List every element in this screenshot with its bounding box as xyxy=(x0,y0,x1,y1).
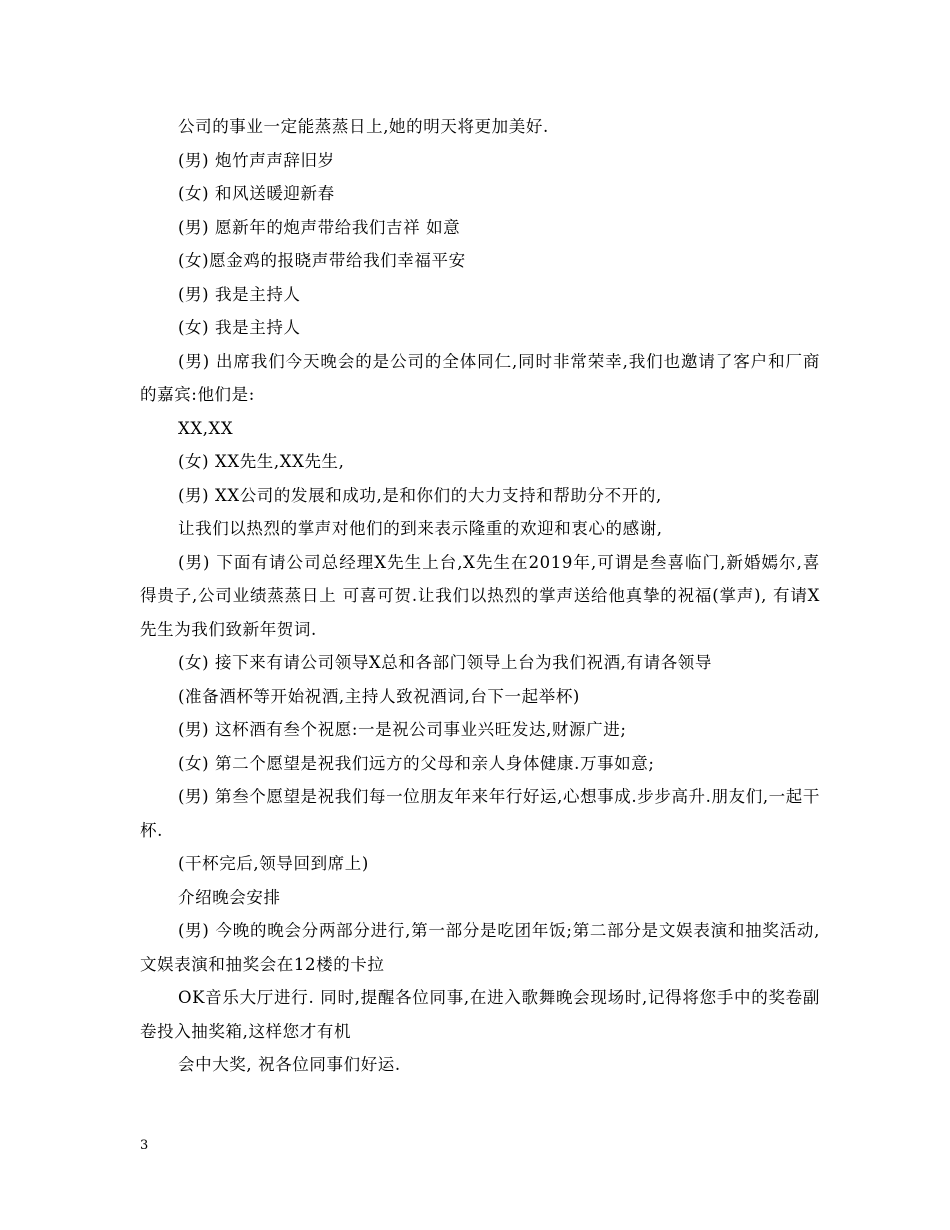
paragraph: (男) 今晚的晚会分两部分进行,第一部分是吃团年饭;第二部分是文娱表演和抽奖活动,文娱表演和抽奖会在12楼的卡拉 xyxy=(140,921,820,974)
paragraph: (男) 愿新年的炮声带给我们吉祥 如意 xyxy=(178,217,461,237)
paragraph: 会中大奖, 祝各位同事们好运. xyxy=(178,1055,401,1074)
paragraph: (女) 和风送暖迎新春 xyxy=(178,184,335,203)
paragraph: (男) 我是主持人 xyxy=(178,284,301,304)
document-body xyxy=(140,110,820,1082)
paragraph: XX,XX xyxy=(178,418,234,438)
paragraph: (男) XX公司的发展和成功,是和你们的大力支持和帮助分不开的, xyxy=(178,485,662,505)
paragraph: (准备酒杯等开始祝酒,主持人致祝酒词,台下一起举杯) xyxy=(178,686,580,706)
paragraph: (干杯完后,领导回到席上) xyxy=(178,854,369,873)
paragraph: (男) 炮竹声声辞旧岁 xyxy=(178,150,335,170)
paragraph: (男) 出席我们今天晚会的是公司的全体同仁,同时非常荣幸,我们也邀请了客户和厂商的嘉宾:他们是: xyxy=(140,351,820,404)
page-number: 3 xyxy=(140,1138,149,1153)
paragraph: (女) 我是主持人 xyxy=(178,318,301,337)
paragraph: (女) 接下来有请公司领导X总和各部门领导上台为我们祝酒,有请各领导 xyxy=(178,653,713,672)
paragraph: 让我们以热烈的掌声对他们的到来表示隆重的欢迎和衷心的感谢, xyxy=(178,519,663,538)
paragraph: (男) 这杯酒有叁个祝愿:一是祝公司事业兴旺发达,财源广进; xyxy=(178,720,627,739)
paragraph: OK音乐大厅进行. 同时,提醒各位同事,在进入歌舞晚会现场时,记得将您手中的奖卷副卷投入抽奖箱,这样您才有机 xyxy=(140,988,820,1041)
paragraph: (女) 第二个愿望是祝我们远方的父母和亲人身体健康.万事如意; xyxy=(178,753,655,773)
paragraph: (女)愿金鸡的报晓声带给我们幸福平安 xyxy=(178,251,466,270)
paragraph: (男) 下面有请公司总经理X先生上台,X先生在2019年,可谓是叁喜临门,新婚嫣尔,喜得贵子,公司业绩蒸蒸日上 可喜可贺.让我们以热烈的掌声送给他真挚的祝福(掌声), 有请X先生为我们致新年贺词. xyxy=(140,552,820,639)
paragraph: 介绍晚会安排 xyxy=(178,887,281,907)
paragraph: (女) XX先生,XX先生, xyxy=(178,452,345,471)
paragraph: 公司的事业一定能蒸蒸日上,她的明天将更加美好. xyxy=(178,117,549,136)
paragraph: (男) 第叁个愿望是祝我们每一位朋友年来年行好运,心想事成.步步高升.朋友们,一起干杯. xyxy=(140,787,820,840)
